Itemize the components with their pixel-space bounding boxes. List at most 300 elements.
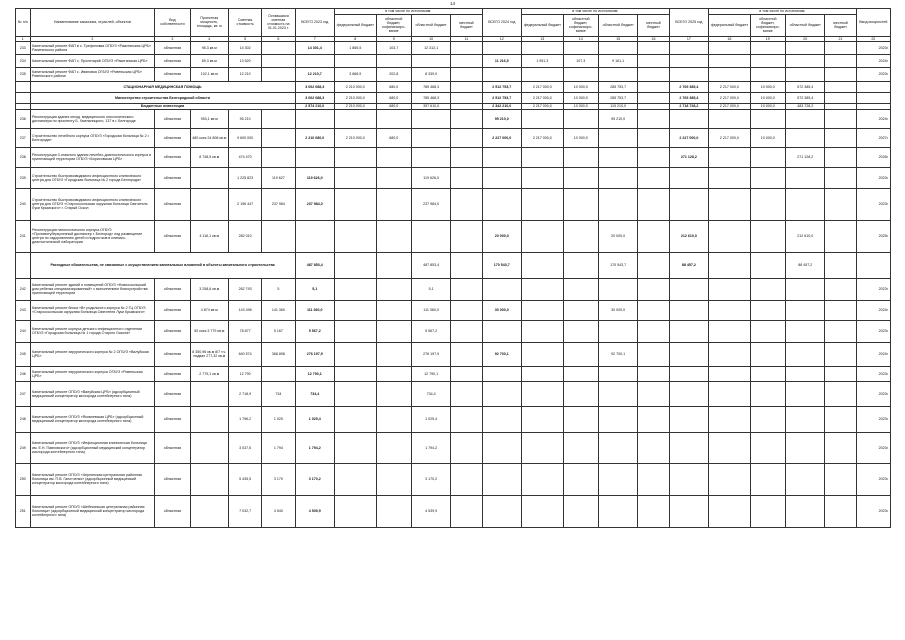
empty-cell	[16, 81, 31, 92]
col-sources-2024: в том числе по источникам:	[522, 9, 670, 15]
estimated-cost-cell: 7 032,7	[229, 495, 262, 527]
amount-cell	[451, 109, 482, 128]
amount-cell	[451, 381, 482, 406]
ownership-cell: областная	[155, 109, 190, 128]
amount-cell	[750, 67, 785, 81]
amount-cell	[376, 252, 411, 278]
amount-cell: 734,4	[295, 381, 334, 406]
column-number: 21	[825, 36, 856, 41]
column-number: 22	[856, 36, 890, 41]
remaining-cost-cell: 1 794	[262, 432, 295, 463]
table-row	[16, 342, 891, 366]
amount-cell	[709, 54, 751, 67]
amount-cell: 572 385,4	[785, 92, 824, 103]
estimated-cost-cell: 143 498	[229, 300, 262, 320]
amount-cell	[638, 252, 669, 278]
amount-cell	[825, 128, 856, 147]
ownership-cell: областная	[155, 406, 190, 432]
amount-cell	[411, 128, 450, 147]
amount-cell: 111 360,0	[411, 300, 450, 320]
row-number: 243	[16, 300, 31, 320]
amount-cell	[638, 366, 669, 381]
ownership-cell: областная	[155, 495, 190, 527]
amount-cell: 785 468,3	[411, 81, 450, 92]
column-number: 16	[638, 36, 669, 41]
amount-cell: 237 984,0	[295, 188, 334, 220]
amount-cell	[563, 147, 598, 167]
amount-cell: 2 210 000,0	[334, 103, 376, 109]
amount-cell: 734,4	[411, 381, 450, 406]
column-number: 10	[411, 36, 450, 41]
amount-cell	[709, 167, 751, 188]
table-header	[16, 9, 891, 42]
amount-cell: 92 700,1	[598, 342, 637, 366]
column-number: 8	[334, 36, 376, 41]
table-row	[16, 54, 891, 67]
row-number: 249	[16, 432, 31, 463]
amount-cell	[785, 495, 824, 527]
col-sources-2023: в том числе по источникам:	[334, 9, 482, 15]
amount-cell	[334, 147, 376, 167]
amount-cell	[482, 463, 521, 495]
amount-cell	[451, 92, 482, 103]
amount-cell: 10 000,0	[563, 128, 598, 147]
amount-cell	[376, 109, 411, 128]
ownership-cell: областная	[155, 188, 190, 220]
estimated-cost-cell: 13 520	[229, 54, 262, 67]
amount-cell	[750, 300, 785, 320]
amount-cell: 5,1	[411, 278, 450, 300]
amount-cell	[825, 342, 856, 366]
amount-cell	[785, 366, 824, 381]
row-number: 234	[16, 54, 31, 67]
amount-cell	[825, 188, 856, 220]
section-title: Расходные обязательства, не связанные с осуществлением капитальных вложений в объекты капитального строительства	[30, 252, 295, 278]
row-number: 236	[16, 109, 31, 128]
amount-cell: 95 210,0	[482, 109, 521, 128]
amount-cell	[563, 463, 598, 495]
amount-cell	[295, 147, 334, 167]
amount-cell	[376, 220, 411, 252]
amount-cell: 2 217 000,0	[522, 92, 564, 103]
amount-cell	[669, 406, 708, 432]
remaining-cost-cell	[262, 41, 295, 54]
col-remaining: Оставшаяся сметная стоимость на 01.01.2023 г.	[262, 9, 295, 37]
section-row	[16, 81, 891, 92]
amount-cell	[563, 320, 598, 342]
object-name: Строительство быстровозводимого инфекционного клинического центра для ОГБУЗ «Старооскольская окружная больница Святителя Луки Крымского» г. Старый Оскол	[30, 188, 155, 220]
column-number: 20	[785, 36, 824, 41]
amount-cell	[376, 342, 411, 366]
estimated-cost-cell: 12 210	[229, 67, 262, 81]
amount-cell: 2 210 000,0	[334, 92, 376, 103]
row-number: 238	[16, 147, 31, 167]
row-number: 245	[16, 342, 31, 366]
amount-cell: 680,0	[376, 103, 411, 109]
col-local: местный бюджет	[825, 14, 856, 36]
table-row	[16, 220, 891, 252]
amount-cell	[482, 406, 521, 432]
amount-cell	[785, 188, 824, 220]
amount-cell	[638, 109, 669, 128]
amount-cell	[451, 41, 482, 54]
amount-cell: 88 457,2	[785, 252, 824, 278]
ownership-cell: областная	[155, 67, 190, 81]
amount-cell: 680,0	[376, 81, 411, 92]
page-number: 14	[449, 1, 455, 6]
amount-cell: 20 000,0	[598, 220, 637, 252]
amount-cell	[563, 188, 598, 220]
amount-cell: 2 217 000,0	[522, 81, 564, 92]
row-number: 242	[16, 278, 31, 300]
amount-cell	[709, 109, 751, 128]
design-capacity-cell: 96,3 кв.м	[190, 41, 228, 54]
amount-cell: 271 128,2	[785, 147, 824, 167]
estimated-cost-cell: 2 718,9	[229, 381, 262, 406]
design-capacity-cell	[190, 495, 228, 527]
amount-cell	[825, 54, 856, 67]
amount-cell	[709, 432, 751, 463]
amount-cell	[482, 366, 521, 381]
amount-cell	[825, 495, 856, 527]
column-number: 9	[376, 36, 411, 41]
amount-cell	[750, 463, 785, 495]
amount-cell	[709, 495, 751, 527]
amount-cell	[563, 252, 598, 278]
column-number: 6	[262, 36, 295, 41]
table-row	[16, 320, 891, 342]
amount-cell: 103,7	[376, 41, 411, 54]
col-design: Проектная мощность, площадь, кв. м	[190, 9, 228, 37]
amount-cell: 276 197,9	[411, 342, 450, 366]
amount-cell	[451, 463, 482, 495]
column-number: 14	[563, 36, 598, 41]
commissioning-year: 2024г.	[856, 300, 890, 320]
commissioning-year: 2023г.	[856, 188, 890, 220]
amount-cell	[638, 463, 669, 495]
amount-cell	[709, 463, 751, 495]
amount-cell	[376, 381, 411, 406]
section-row	[16, 92, 891, 103]
amount-cell	[563, 300, 598, 320]
object-name: Реконструкция здания онкод. медицинского онкологического диспансера по проспекту Б. Хмельницкого, 137 в г. Белгороде	[30, 109, 155, 128]
amount-cell	[334, 278, 376, 300]
ownership-cell: областная	[155, 220, 190, 252]
amount-cell	[522, 432, 564, 463]
row-number: 240	[16, 188, 31, 220]
commissioning-year: 2023г.	[856, 278, 890, 300]
amount-cell	[522, 188, 564, 220]
amount-cell	[411, 54, 450, 67]
amount-cell	[563, 278, 598, 300]
amount-cell	[750, 432, 785, 463]
design-capacity-cell: 3 258,6 кв.м	[190, 278, 228, 300]
amount-cell	[563, 67, 598, 81]
amount-cell	[669, 381, 708, 406]
amount-cell	[825, 81, 856, 92]
amount-cell: 2 769 385,4	[669, 81, 708, 92]
amount-cell: 8 339,0	[411, 67, 450, 81]
estimated-cost-cell: 3 037,5	[229, 432, 262, 463]
amount-cell	[411, 109, 450, 128]
amount-cell	[825, 366, 856, 381]
amount-cell	[376, 54, 411, 67]
amount-cell: 2 512 753,7	[482, 81, 521, 92]
amount-cell	[750, 188, 785, 220]
amount-cell	[750, 406, 785, 432]
column-number: 4	[190, 36, 228, 41]
object-name: Капитальный ремонт ОГБУЗ «Инфекционная клиническая больница им. Е.Н. Павловского» (адсорбционный медицинский концентратор кислорода контейнерного типа)	[30, 432, 155, 463]
amount-cell	[451, 366, 482, 381]
amount-cell	[709, 381, 751, 406]
amount-cell: 119 626,0	[295, 167, 334, 188]
amount-cell: 237 984,0	[411, 188, 450, 220]
amount-cell	[451, 188, 482, 220]
empty-cell	[16, 252, 31, 278]
ownership-cell: областная	[155, 147, 190, 167]
table-body	[16, 41, 891, 527]
amount-cell: 1 951,3	[522, 54, 564, 67]
amount-cell: 271 128,2	[669, 147, 708, 167]
amount-cell	[522, 147, 564, 167]
empty-cell	[16, 92, 31, 103]
design-capacity-cell: 2 779,1 кв.м	[190, 366, 228, 381]
amount-cell: 2 227 000,0	[482, 128, 521, 147]
col-regional-cofin: областной бюджет, софинансиро-вание	[750, 14, 785, 36]
amount-cell	[785, 109, 824, 128]
remaining-cost-cell: 141 360	[262, 300, 295, 320]
amount-cell	[750, 381, 785, 406]
col-cost: Сметная стоимость	[229, 9, 262, 37]
row-number: 233	[16, 41, 31, 54]
design-capacity-cell: 4 116,1 кв.м	[190, 220, 228, 252]
estimated-cost-cell: 640 574	[229, 342, 262, 366]
budget-table	[15, 8, 891, 528]
amount-cell	[709, 252, 751, 278]
amount-cell	[750, 41, 785, 54]
row-number: 235	[16, 67, 31, 81]
amount-cell	[785, 67, 824, 81]
amount-cell: 95 210,0	[598, 109, 637, 128]
amount-cell	[669, 300, 708, 320]
estimated-cost-cell: 262 793	[229, 278, 262, 300]
amount-cell	[750, 54, 785, 67]
ownership-cell: областная	[155, 342, 190, 366]
object-name: Капитальный ремонт зданий и помещений ОГБУЗ «Новооскольский дом ребенка специализированный» с выполнением благоустройства прилегающей территории	[30, 278, 155, 300]
amount-cell: 2 769 385,4	[669, 92, 708, 103]
amount-cell	[709, 67, 751, 81]
amount-cell	[598, 188, 637, 220]
estimated-cost-cell: 282 010	[229, 220, 262, 252]
table-row	[16, 463, 891, 495]
column-number: 17	[669, 36, 708, 41]
ownership-cell: областная	[155, 167, 190, 188]
amount-cell: 111 360,0	[295, 300, 334, 320]
amount-cell	[638, 81, 669, 92]
section-title: Бюджетные инвестиции	[30, 103, 295, 109]
amount-cell	[638, 432, 669, 463]
amount-cell	[785, 41, 824, 54]
amount-cell: 276 197,9	[295, 342, 334, 366]
amount-cell: 2 217 000,0	[709, 81, 751, 92]
table-row	[16, 147, 891, 167]
amount-cell: 92 700,1	[482, 342, 521, 366]
amount-cell	[598, 495, 637, 527]
object-name: Капитальный ремонт корпуса детского инфекционного отделения ОГБУЗ «Городская больница № 1 города Старого Оскола»	[30, 320, 155, 342]
object-name: Капитальный ремонт хирургического корпуса № 2 ОГБУЗ «Валуйская ЦРБ»	[30, 342, 155, 366]
amount-cell	[376, 432, 411, 463]
section-title: СТАЦИОНАРНАЯ МЕДИЦИНСКАЯ ПОМОЩЬ	[30, 81, 295, 92]
amount-cell	[598, 463, 637, 495]
design-capacity-cell: 480 коек 24 808 кв.м	[190, 128, 228, 147]
amount-cell: 3 170,2	[411, 463, 450, 495]
amount-cell	[411, 220, 450, 252]
object-name: Капитальный ремонт ОГБУЗ «Чернянская центральная районная больница им. П.В. Гапотченко» (адсорбционный медицинский концентратор кислорода контейнерного типа)	[30, 463, 155, 495]
table-row	[16, 188, 891, 220]
object-name: Строительство лечебного корпуса ОГБУЗ «Городская больница № 2 г. Белгорода»	[30, 128, 155, 147]
design-capacity-cell: 89,3 кв.м	[190, 54, 228, 67]
amount-cell	[334, 495, 376, 527]
object-name: Капитальный ремонт ФАП с. Ивановка ОГБУЗ «Ровеньская ЦРБ» Ровеньского района	[30, 67, 155, 81]
amount-cell: 2 217 000,0	[709, 103, 751, 109]
amount-cell	[522, 278, 564, 300]
amount-cell	[451, 147, 482, 167]
amount-cell	[522, 463, 564, 495]
col-regional-cofin: областной бюджет, софинансиро-вание	[376, 14, 411, 36]
commissioning-year: 2023г.	[856, 41, 890, 54]
amount-cell	[482, 320, 521, 342]
amount-cell: 9 161,1	[598, 54, 637, 67]
table-row	[16, 278, 891, 300]
amount-cell	[825, 109, 856, 128]
amount-cell: 2 217 000,0	[709, 92, 751, 103]
amount-cell	[785, 406, 824, 432]
design-capacity-cell	[190, 188, 228, 220]
amount-cell	[750, 278, 785, 300]
column-number: 19	[750, 36, 785, 41]
remaining-cost-cell: 3 170	[262, 463, 295, 495]
amount-cell	[451, 342, 482, 366]
amount-cell	[563, 342, 598, 366]
ownership-cell: областная	[155, 300, 190, 320]
amount-cell	[376, 366, 411, 381]
amount-cell	[334, 54, 376, 67]
amount-cell	[334, 300, 376, 320]
amount-cell	[598, 67, 637, 81]
amount-cell	[638, 220, 669, 252]
amount-cell	[522, 300, 564, 320]
amount-cell	[598, 147, 637, 167]
amount-cell: 11 216,5	[482, 54, 521, 67]
amount-cell	[750, 495, 785, 527]
amount-cell	[334, 432, 376, 463]
empty-cell	[856, 81, 890, 92]
amount-cell	[825, 278, 856, 300]
amount-cell	[334, 188, 376, 220]
amount-cell	[334, 342, 376, 366]
amount-cell	[825, 220, 856, 252]
amount-cell	[638, 92, 669, 103]
ownership-cell: областная	[155, 432, 190, 463]
commissioning-year: 2023г.	[856, 67, 890, 81]
amount-cell	[598, 320, 637, 342]
amount-cell	[750, 167, 785, 188]
amount-cell	[376, 406, 411, 432]
amount-cell: 2 217 000,0	[522, 103, 564, 109]
remaining-cost-cell	[262, 220, 295, 252]
column-number: 18	[709, 36, 751, 41]
remaining-cost-cell: 4 540	[262, 495, 295, 527]
amount-cell	[563, 406, 598, 432]
amount-cell: 10 000,0	[750, 128, 785, 147]
amount-cell: 12 790,1	[411, 366, 450, 381]
amount-cell	[785, 128, 824, 147]
amount-cell	[451, 406, 482, 432]
amount-cell: 1 025,4	[411, 406, 450, 432]
amount-cell	[334, 406, 376, 432]
amount-cell	[669, 67, 708, 81]
amount-cell: 3 062 088,3	[295, 92, 334, 103]
amount-cell	[598, 406, 637, 432]
amount-cell: 2 217 000,0	[522, 128, 564, 147]
amount-cell	[638, 406, 669, 432]
commissioning-year: 2025г.	[856, 220, 890, 252]
remaining-cost-cell	[262, 128, 295, 147]
amount-cell	[522, 495, 564, 527]
object-name: Реконструкция 3-этажного здания лечебно-диагностического корпуса и прилегающей территории ОГБУЗ «Борисовская ЦРБ»	[30, 147, 155, 167]
amount-cell	[709, 300, 751, 320]
commissioning-year: 2023г.	[856, 463, 890, 495]
amount-cell	[785, 300, 824, 320]
amount-cell	[451, 300, 482, 320]
estimated-cost-cell: 5 435,5	[229, 463, 262, 495]
commissioning-year: 2027г.	[856, 128, 890, 147]
remaining-cost-cell: 119 627	[262, 167, 295, 188]
col-federal: федеральный бюджет	[522, 14, 564, 36]
amount-cell: 1 025,4	[295, 406, 334, 432]
amount-cell: 483 728,2	[785, 103, 824, 109]
col-ownership: Вид собственности	[155, 9, 190, 37]
table-row	[16, 67, 891, 81]
row-number: 248	[16, 406, 31, 432]
ownership-cell: областная	[155, 381, 190, 406]
amount-cell: 3 170,2	[295, 463, 334, 495]
amount-cell	[638, 495, 669, 527]
remaining-cost-cell: 237 984	[262, 188, 295, 220]
amount-cell	[669, 109, 708, 128]
commissioning-year: 2023г.	[856, 495, 890, 527]
design-capacity-cell	[190, 406, 228, 432]
row-number: 246	[16, 366, 31, 381]
amount-cell	[522, 252, 564, 278]
commissioning-year: 2023г.	[856, 432, 890, 463]
remaining-cost-cell: 368 898	[262, 342, 295, 366]
amount-cell	[376, 188, 411, 220]
amount-cell: 2 217 000,0	[709, 128, 751, 147]
amount-cell	[522, 320, 564, 342]
amount-cell: 212 610,0	[669, 220, 708, 252]
col-sources-2025: в том числе по источникам:	[709, 9, 857, 15]
amount-cell	[638, 67, 669, 81]
object-name: Реконструкция патологического корпуса ОГБУЗ «Противотуберкулезный диспансер г. Белгород» под размещение центра по оздоровлению детей и подростков в клинико-диагностической лаборатории	[30, 220, 155, 252]
amount-cell	[638, 41, 669, 54]
col-regional-cofin: областной бюджет, софинансиро-вание	[563, 14, 598, 36]
amount-cell	[334, 366, 376, 381]
design-capacity-cell: 8 748,5 кв.м	[190, 147, 228, 167]
amount-cell	[638, 381, 669, 406]
amount-cell: 2 210 000,0	[334, 128, 376, 147]
amount-cell	[669, 342, 708, 366]
